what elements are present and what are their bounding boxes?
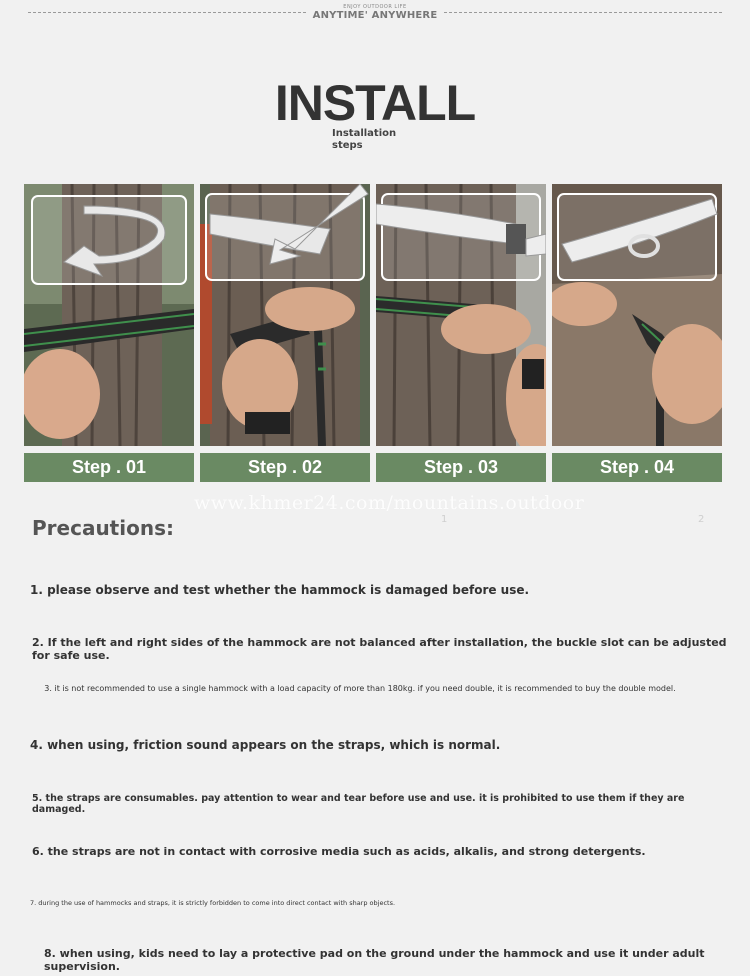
step-3-label: Step . 03 [376, 453, 546, 482]
step-2-label: Step . 02 [200, 453, 370, 482]
step-4-photo [552, 184, 722, 446]
install-title: INSTALL [274, 75, 476, 131]
step-2-photo [200, 184, 370, 446]
install-subtitle-line1: Installation [332, 128, 397, 139]
precaution-item-6: 6. the straps are not in contact with corrosive media such as acids, alkalis, and strong detergents. [32, 845, 646, 858]
step-2 [200, 184, 370, 482]
precaution-item-1: 1. please observe and test whether the hammock is damaged before use. [30, 583, 530, 597]
tagline: ANYTIME' ANYWHERE [312, 10, 438, 21]
precaution-item-5: 5. the straps are consumables. pay attention to wear and tear before use and use. it is prohibited to use them if they are damaged. [32, 793, 685, 815]
precaution-item-2: 2. If the left and right sides of the hammock are not balanced after installation, the buckle slot can be adjusted for safe use. [32, 636, 727, 662]
step-3 [376, 184, 546, 482]
step-4-label: Step . 04 [552, 453, 722, 482]
watermark-text: www.khmer24.com/mountains.outdoor [194, 492, 585, 514]
install-subtitle-line2: steps [332, 140, 363, 151]
step-1 [24, 184, 194, 482]
precautions-title: Precautions: [32, 516, 174, 540]
step-4 [552, 184, 722, 482]
precaution-item-8: 8. when using, kids need to lay a protective pad on the ground under the hammock and use it under adult supervision. [44, 947, 705, 973]
precaution-item-4: 4. when using, friction sound appears on the straps, which is normal. [30, 738, 501, 752]
precaution-item-7: 7. during the use of hammocks and straps, it is strictly forbidden to come into direct contact with sharp objects. [30, 899, 396, 907]
watermark-number-2: 2 [698, 514, 705, 525]
step-1-label: Step . 01 [24, 453, 194, 482]
install-steps [24, 184, 722, 482]
install-subtitle [332, 128, 422, 152]
step-1-photo [24, 184, 194, 446]
watermark-number-1: 1 [441, 514, 448, 525]
step-3-photo [376, 184, 546, 446]
small-tagline: ENJOY OUTDOOR LIFE [343, 4, 407, 10]
precaution-item-3: 3. it is not recommended to use a single hammock with a load capacity of more than 180kg. if you need double, it is recommended to buy the double model. [44, 684, 676, 693]
